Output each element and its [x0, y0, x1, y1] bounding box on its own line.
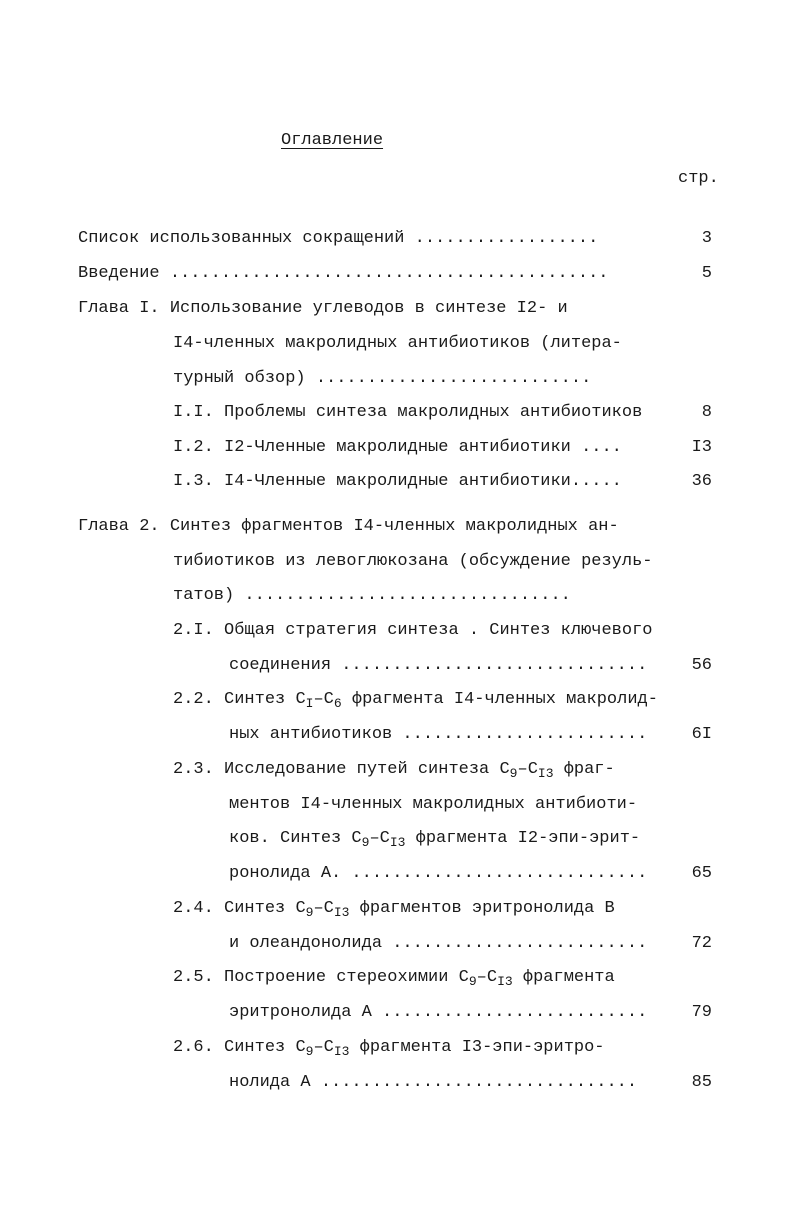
toc-section-2-4-line2: и олеандонолида .........................	[229, 934, 648, 953]
toc-section-2-6-line1: 2.6. Синтез $C_9-C_{I3}$ фрагмента I3-эпи-эритро-	[173, 1038, 605, 1059]
toc-page-number: 79	[691, 1003, 712, 1022]
toc-chapter-2-line3: татов) ................................	[173, 586, 571, 605]
toc-chapter-2-line2: тибиотиков из левоглюкозана (обсуждение резуль-	[173, 552, 653, 571]
toc-entry-abbreviations: Список использованных сокращений ..................	[78, 229, 599, 248]
toc-entry-introduction: Введение ...........................................	[78, 264, 609, 283]
toc-page-number: 6I	[691, 725, 712, 744]
toc-section-2-2-line1: 2.2. Синтез $C_I-C_6$ фрагмента I4-членных макролид-	[173, 690, 658, 711]
toc-section-2-3-line4: ронолида А. .............................	[229, 864, 648, 883]
toc-page-number: 3	[701, 229, 712, 248]
toc-page-number: 8	[701, 403, 712, 422]
page-column-label: стр.	[678, 169, 719, 188]
toc-chapter-2-line1: Глава 2. Синтез фрагментов I4-членных макролидных ан-	[78, 517, 619, 536]
toc-page-number: 65	[691, 864, 712, 883]
toc-chapter-1-line1: Глава I. Использование углеводов в синтезе I2- и	[78, 299, 568, 318]
toc-section-2-5-line2: эритронолида А ..........................	[229, 1003, 648, 1022]
toc-section-2-3-line3: ков. Синтез $C_9-C_{I3}$ фрагмента I2-эпи-эрит-	[229, 829, 641, 850]
toc-section-2-4-line1: 2.4. Синтез $C_9-C_{I3}$ фрагментов эритронолида В	[173, 899, 615, 920]
toc-page-number: 72	[691, 934, 712, 953]
toc-section-2-2-line2: ных антибиотиков ........................	[229, 725, 648, 744]
toc-section-2-3-line1: 2.3. Исследование путей синтеза $C_9-C_{I3}$ фраг-	[173, 760, 615, 781]
toc-page-number: 85	[691, 1073, 712, 1092]
toc-section-2-1-line1: 2.I. Общая стратегия синтеза . Синтез ключевого	[173, 621, 653, 640]
toc-page-number: 36	[691, 472, 712, 491]
toc-chapter-1-line3: турный обзор) ...........................	[173, 369, 592, 388]
toc-page-number: 56	[691, 656, 712, 675]
toc-section-1-3: I.3. I4-Членные макролидные антибиотики.....	[173, 472, 622, 491]
toc-section-1-1: I.I. Проблемы синтеза макролидных антибиотиков	[173, 403, 643, 422]
toc-section-2-5-line1: 2.5. Построение стереохимии $C_9-C_{I3}$ фрагмента	[173, 968, 615, 989]
toc-chapter-1-line2: I4-членных макролидных антибиотиков (литера-	[173, 334, 622, 353]
toc-section-2-1-line2: соединения ..............................	[229, 656, 648, 675]
toc-page-number: 5	[701, 264, 712, 283]
toc-page-number: I3	[691, 438, 712, 457]
toc-title: Оглавление	[281, 131, 384, 150]
toc-section-2-6-line2: нолида А ...............................	[229, 1073, 638, 1092]
toc-section-2-3-line2: ментов I4-членных макролидных антибиоти-	[229, 795, 638, 814]
toc-section-1-2: I.2. I2-Членные макролидные антибиотики ....	[173, 438, 622, 457]
